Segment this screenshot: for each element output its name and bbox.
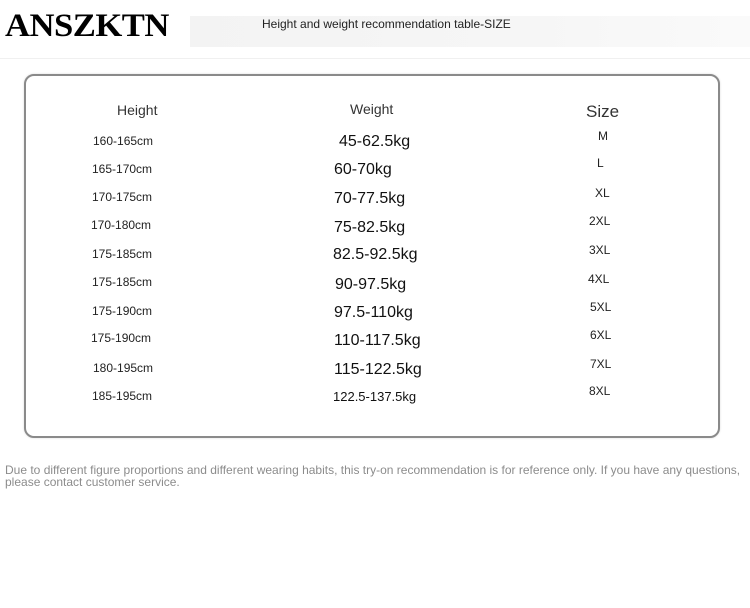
cell-size: 7XL (590, 357, 612, 371)
cell-weight: 115-122.5kg (334, 361, 422, 378)
cell-weight: 75-82.5kg (334, 219, 406, 236)
page-title: Height and weight recommendation table-SIZE (262, 17, 511, 31)
cell-height: 175-190cm (92, 304, 153, 318)
cell-size: 4XL (588, 272, 610, 286)
cell-weight: 70-77.5kg (334, 190, 406, 207)
cell-size: 5XL (590, 300, 612, 314)
cell-height: 170-180cm (91, 218, 152, 232)
cell-size: L (597, 156, 604, 170)
size-chart-card (24, 74, 720, 438)
cell-size: 6XL (590, 328, 612, 342)
cell-height: 175-190cm (91, 331, 152, 345)
cell-height: 160-165cm (93, 134, 154, 148)
brand-logo: ANSZKTN (5, 8, 169, 44)
cell-height: 175-185cm (92, 247, 153, 261)
header-size: Size (586, 102, 620, 121)
cell-size: M (598, 129, 608, 143)
cell-size: XL (595, 186, 610, 200)
cell-weight: 45-62.5kg (339, 133, 411, 150)
cell-height: 175-185cm (92, 275, 153, 289)
cell-height: 170-175cm (92, 190, 153, 204)
cell-weight: 90-97.5kg (335, 276, 407, 293)
header-height: Height (117, 102, 158, 118)
divider (0, 58, 750, 59)
cell-weight: 60-70kg (334, 161, 392, 178)
cell-size: 2XL (589, 214, 611, 228)
cell-weight: 97.5-110kg (334, 304, 413, 321)
cell-size: 8XL (589, 384, 611, 398)
disclaimer-note: Due to different figure proportions and different wearing habits, this try-on recommendation is for reference only. If you have any questions, please contact customer service. (5, 463, 741, 489)
header-weight: Weight (350, 101, 394, 117)
cell-weight: 82.5-92.5kg (333, 246, 418, 263)
cell-weight: 110-117.5kg (334, 332, 421, 349)
cell-height: 185-195cm (92, 389, 153, 403)
cell-height: 180-195cm (93, 361, 154, 375)
cell-size: 3XL (589, 243, 611, 257)
cell-weight: 122.5-137.5kg (333, 389, 417, 404)
cell-height: 165-170cm (92, 162, 153, 176)
